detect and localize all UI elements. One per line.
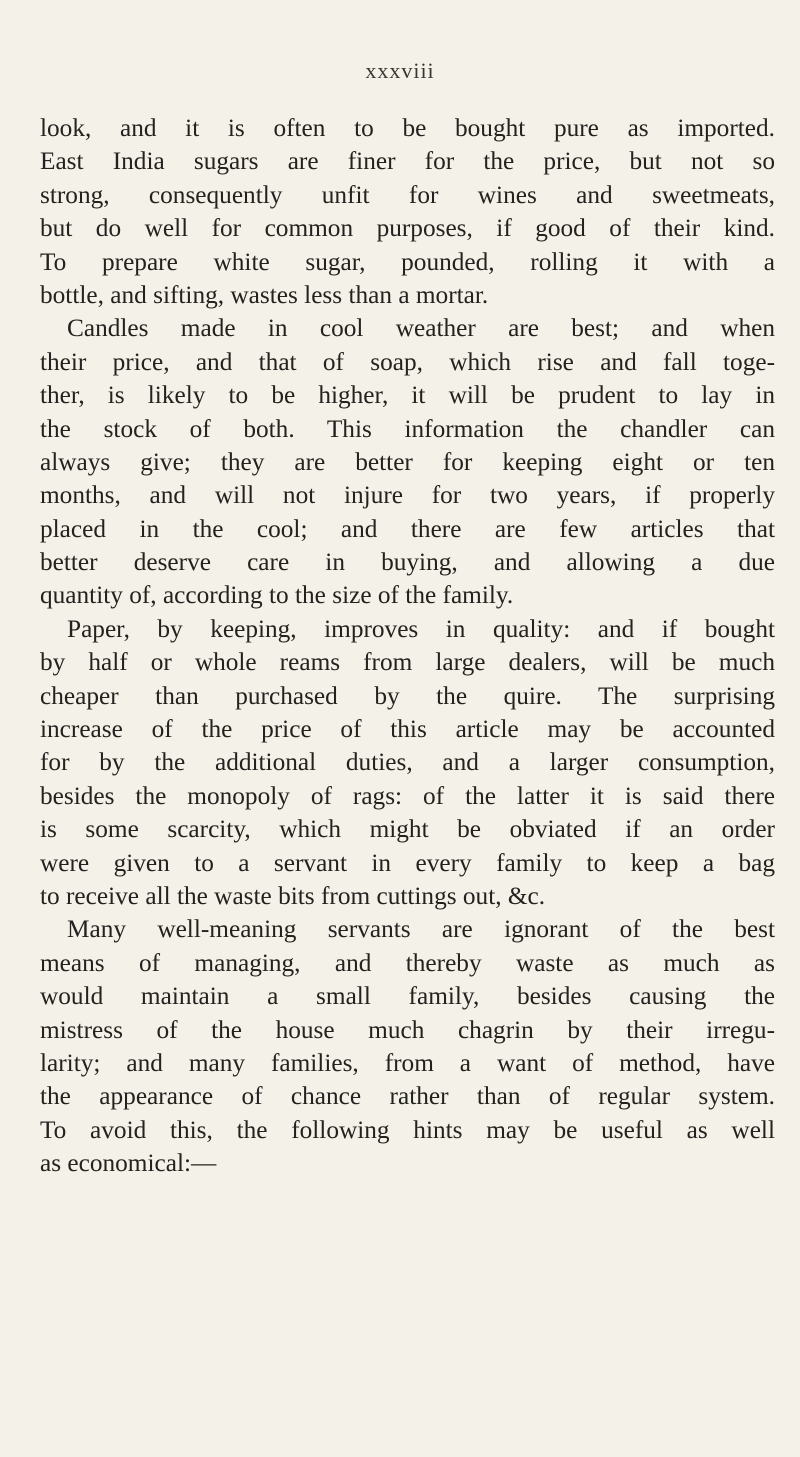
text-line: increase of the price of this article may be accounted xyxy=(40,715,775,744)
text-line: their price, and that of soap, which rise and fall toge- xyxy=(40,347,775,376)
text-line: Candles made in cool weather are best; and when xyxy=(67,314,775,343)
text-line: is some scarcity, which might be obviated if an order xyxy=(40,815,775,844)
text-line: by half or whole reams from large dealers, will be much xyxy=(40,648,775,677)
body-text xyxy=(40,112,775,1181)
text-line: Paper, by keeping, improves in quality: and if bought xyxy=(67,614,775,643)
text-line: were given to a servant in every family to keep a bag xyxy=(40,848,775,877)
text-line: placed in the cool; and there are few articles that xyxy=(40,514,775,543)
page-number: xxxviii xyxy=(365,58,435,83)
text-line: cheaper than purchased by the quire. The surprising xyxy=(40,681,775,710)
text-line: bottle, and sifting, wastes less than a mortar. xyxy=(40,280,489,309)
text-line: the appearance of chance rather than of regular system. xyxy=(40,1082,775,1111)
text-line: the stock of both. This information the chandler can xyxy=(40,414,775,443)
text-line: strong, consequently unfit for wines and sweetmeats, xyxy=(40,180,775,209)
text-line: for by the additional duties, and a larger consumption, xyxy=(40,748,775,777)
text-line: but do well for common purposes, if good of their kind. xyxy=(40,214,775,243)
text-line: besides the monopoly of rags: of the latter it is said there xyxy=(40,781,775,810)
text-line: larity; and many families, from a want of method, have xyxy=(40,1048,775,1077)
text-line: look, and it is often to be bought pure as imported. xyxy=(40,114,775,142)
text-line: as economical:— xyxy=(40,1149,217,1178)
text-line: East India sugars are finer for the price, but not so xyxy=(40,147,775,176)
text-line: months, and will not injure for two years, if properly xyxy=(40,481,775,510)
text-line: To avoid this, the following hints may be useful as well xyxy=(40,1115,775,1144)
text-line: better deserve care in buying, and allowing a due xyxy=(40,548,775,577)
text-line: to receive all the waste bits from cuttings out, &c. xyxy=(40,881,546,910)
text-line: quantity of, according to the size of the family. xyxy=(40,581,514,610)
text-line: mistress of the house much chagrin by their irregu- xyxy=(40,1015,775,1044)
text-line: ther, is likely to be higher, it will be prudent to lay in xyxy=(40,381,775,410)
text-line: To prepare white sugar, pounded, rolling it with a xyxy=(40,247,775,276)
text-line: Many well-meaning servants are ignorant of the best xyxy=(67,915,775,944)
text-line: would maintain a small family, besides causing the xyxy=(40,982,775,1011)
text-line: always give; they are better for keeping eight or ten xyxy=(40,447,775,476)
text-line: means of managing, and thereby waste as much as xyxy=(40,948,775,977)
